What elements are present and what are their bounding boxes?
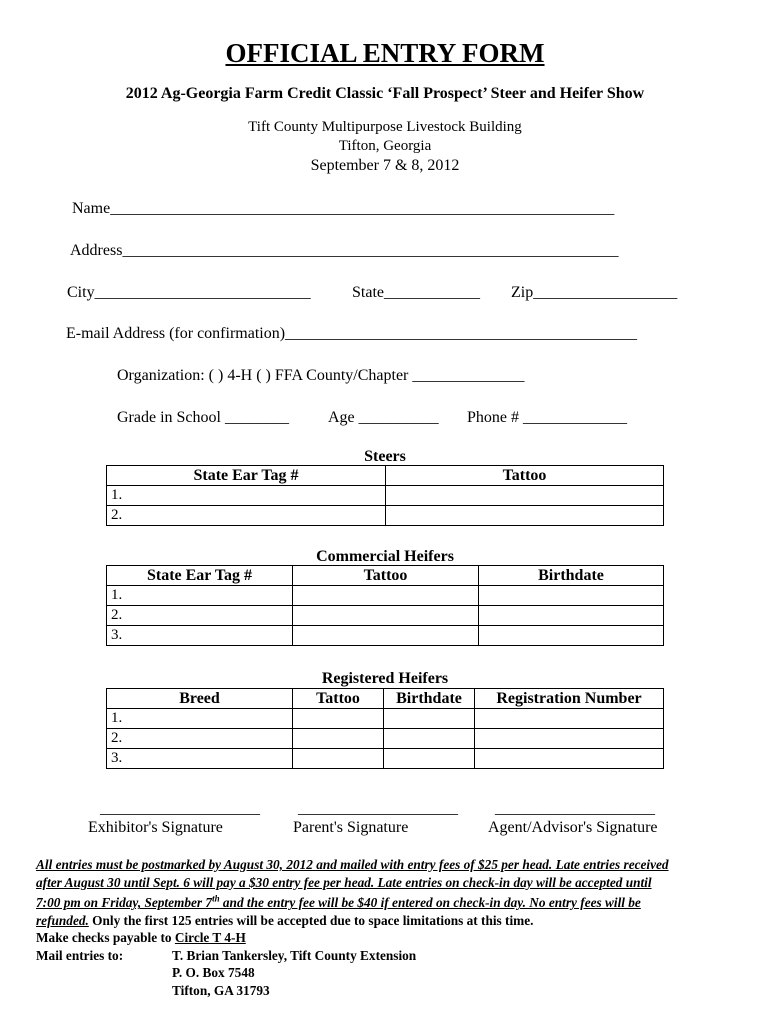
table-row[interactable]	[107, 506, 664, 526]
tattoo-cell[interactable]	[293, 606, 479, 626]
tattoo-cell[interactable]	[293, 626, 479, 646]
parent-signature-label: Parent's Signature	[293, 819, 409, 836]
grade-field[interactable]: Grade in School ________	[117, 409, 289, 426]
deadline-note-line3	[36, 895, 641, 910]
mail-label: Mail entries to:	[36, 947, 124, 963]
table-row[interactable]	[107, 626, 664, 646]
exhibitor-signature-line[interactable]: ____________________	[100, 800, 260, 817]
entry-notes	[36, 856, 669, 999]
birthdate-cell[interactable]	[384, 729, 475, 749]
registered-header-registration: Registration Number	[475, 689, 664, 709]
parent-signature-line[interactable]: ____________________	[298, 800, 458, 817]
birthdate-cell[interactable]	[479, 606, 664, 626]
show-subtitle: 2012 Ag-Georgia Farm Credit Classic ‘Fall Prospect’ Steer and Heifer Show	[125, 85, 645, 102]
row-number: 3.	[107, 626, 293, 646]
table-row[interactable]	[107, 749, 664, 769]
email-field[interactable]: E-mail Address (for confirmation)____________________________________________	[66, 325, 638, 342]
table-row[interactable]	[107, 486, 664, 506]
tattoo-cell[interactable]	[293, 749, 384, 769]
deadline-note-line2: after August 30 until Sept. 6 will pay a $30 entry fee per head. Late entries on check-in day will be accepted until	[36, 874, 652, 890]
form-title: OFFICIAL ENTRY FORM	[225, 38, 545, 68]
registration-cell[interactable]	[475, 729, 664, 749]
exhibitor-signature-label: Exhibitor's Signature	[88, 819, 223, 836]
tattoo-cell[interactable]	[386, 506, 664, 526]
row-number: 2.	[107, 729, 293, 749]
registered-header-tattoo: Tattoo	[293, 689, 384, 709]
age-field[interactable]: Age __________	[328, 409, 439, 426]
deadline-note-line3-b: and the entry fee will be $40 if entered on check-in day. No entry fees will be	[219, 895, 641, 911]
deadline-note-line1: All entries must be postmarked by August 30, 2012 and mailed with entry fees of $25 per head. Late entries received	[36, 857, 669, 872]
table-row[interactable]	[107, 586, 664, 606]
steers-caption: Steers	[364, 448, 406, 465]
registered-heifers-table	[106, 688, 664, 769]
commercial-heifers-table	[106, 565, 664, 646]
steers-header-eartag: State Ear Tag #	[107, 466, 386, 486]
phone-field[interactable]: Phone # _____________	[467, 409, 627, 426]
birthdate-cell[interactable]	[384, 749, 475, 769]
agent-signature-label: Agent/Advisor's Signature	[488, 819, 658, 836]
deadline-note-line3-a: 7:00 pm on Friday, September 7	[36, 895, 213, 911]
tattoo-cell[interactable]	[293, 586, 479, 606]
row-number: 1.	[107, 586, 293, 606]
registered-header-breed: Breed	[107, 689, 293, 709]
name-field[interactable]: Name_______________________________________________________________	[72, 200, 615, 217]
zip-field[interactable]: Zip__________________	[511, 284, 678, 301]
payable-prefix: Make checks payable to	[36, 930, 175, 946]
city-field[interactable]: City___________________________	[67, 284, 311, 301]
commercial-header-eartag: State Ear Tag #	[107, 566, 293, 586]
registration-cell[interactable]	[475, 709, 664, 729]
mail-address-line1: T. Brian Tankersley, Tift County Extension	[172, 947, 417, 963]
state-field[interactable]: State____________	[352, 284, 480, 301]
steers-header-tattoo: Tattoo	[386, 466, 664, 486]
tattoo-cell[interactable]	[386, 486, 664, 506]
steers-table	[106, 465, 664, 526]
commercial-header-birthdate: Birthdate	[479, 566, 664, 586]
payable-name: Circle T 4-H	[174, 930, 246, 946]
registered-header-birthdate: Birthdate	[384, 689, 475, 709]
table-row[interactable]	[107, 729, 664, 749]
row-number: 1.	[107, 486, 386, 506]
registration-cell[interactable]	[475, 749, 664, 769]
venue-building: Tift County Multipurpose Livestock Building	[248, 119, 522, 135]
table-row[interactable]	[107, 606, 664, 626]
tattoo-cell[interactable]	[293, 729, 384, 749]
row-number: 3.	[107, 749, 293, 769]
row-number: 1.	[107, 709, 293, 729]
agent-signature-line[interactable]: ____________________	[495, 800, 655, 817]
show-dates: September 7 & 8, 2012	[310, 157, 460, 174]
organization-field[interactable]: Organization: ( ) 4-H ( ) FFA County/Chapter ______________	[117, 367, 525, 384]
mail-address-line3: Tifton, GA 31793	[172, 982, 270, 998]
commercial-heifers-caption: Commercial Heifers	[316, 548, 454, 565]
row-number: 2.	[107, 606, 293, 626]
registered-heifers-caption: Registered Heifers	[321, 670, 449, 687]
tattoo-cell[interactable]	[293, 709, 384, 729]
address-field[interactable]: Address______________________________________________________________	[70, 242, 619, 259]
birthdate-cell[interactable]	[479, 626, 664, 646]
mail-address-line2: P. O. Box 7548	[172, 965, 255, 981]
venue-city: Tifton, Georgia	[338, 138, 432, 154]
commercial-header-tattoo: Tattoo	[293, 566, 479, 586]
row-number: 2.	[107, 506, 386, 526]
deadline-note-superscript: th	[212, 894, 220, 904]
refund-note: refunded.	[36, 912, 89, 928]
birthdate-cell[interactable]	[384, 709, 475, 729]
entry-limit-note: Only the first 125 entries will be accepted due to space limitations at this time.	[88, 912, 534, 928]
table-row[interactable]	[107, 709, 664, 729]
birthdate-cell[interactable]	[479, 586, 664, 606]
